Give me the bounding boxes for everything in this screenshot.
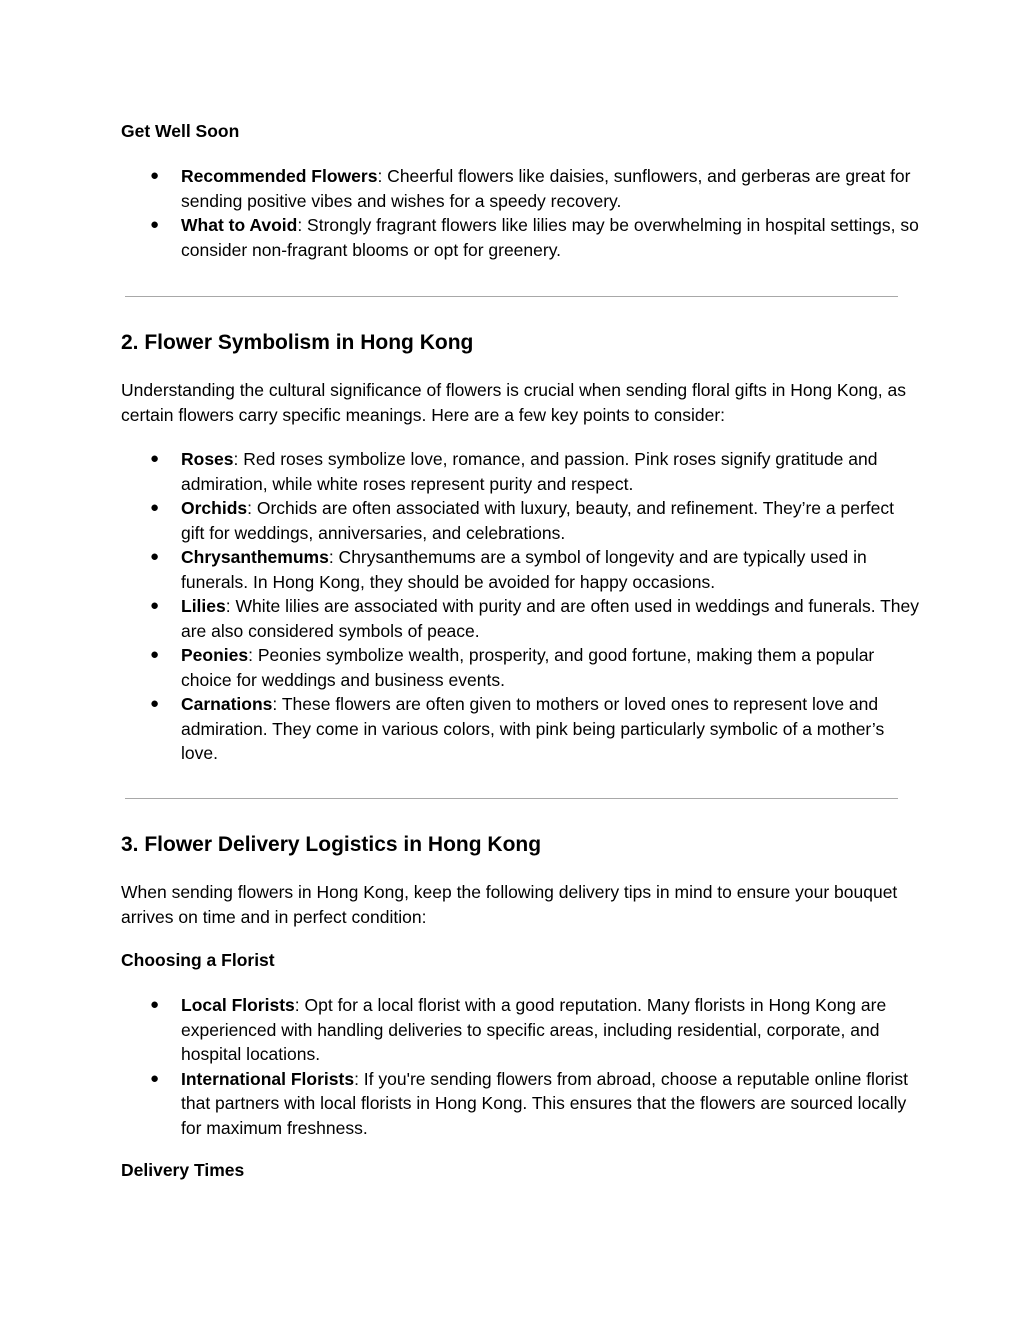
- section-3-intro: When sending flowers in Hong Kong, keep the following delivery tips in mind to ensure your bouquet arrives on time and in perfect condition:: [121, 882, 898, 927]
- item-term: International Florists: [181, 1068, 355, 1089]
- bullet-icon: ●: [150, 216, 160, 233]
- item-term: Recommended Flowers: [181, 166, 378, 186]
- section-3-heading: 3. Flower Delivery Logistics in Hong Kong: [121, 833, 542, 856]
- list-item: [121, 545, 921, 594]
- item-text: : If you're sending flowers from abroad, choose a reputable online florist that partners with local florists in Hong Kong. This ensures that the flowers are sourced locally for maximum freshness.: [181, 1068, 909, 1138]
- bullet-icon: ●: [150, 450, 160, 467]
- item-text: : White lilies are associated with purity and are often used in weddings and funerals. They are also considered symbols of peace.: [181, 596, 920, 641]
- list-item: [121, 496, 921, 545]
- list-item: [121, 594, 921, 643]
- item-text: : Strongly fragrant flowers like lilies may be overwhelming in hospital settings, so consider non-fragrant blooms or opt for greenery.: [181, 215, 919, 260]
- choosing-florist-heading: Choosing a Florist: [121, 950, 275, 970]
- list-item: [121, 692, 921, 766]
- bullet-icon: ●: [150, 499, 160, 516]
- item-term: What to Avoid: [181, 215, 298, 235]
- bullet-icon: ●: [150, 548, 160, 565]
- bullet-icon: ●: [150, 1069, 160, 1087]
- bullet-icon: ●: [150, 597, 160, 614]
- list-item: [121, 213, 921, 262]
- list-item: [121, 643, 921, 692]
- list-item: [121, 1067, 921, 1141]
- item-term: Carnations: [181, 694, 273, 714]
- get-well-soon-heading: Get Well Soon: [121, 121, 240, 141]
- item-term: Chrysanthemums: [181, 547, 329, 567]
- florist-list: [121, 993, 921, 1140]
- list-item: [121, 993, 921, 1067]
- item-term: Peonies: [181, 645, 249, 665]
- section-2-heading: 2. Flower Symbolism in Hong Kong: [121, 331, 474, 354]
- item-term: Lilies: [181, 596, 226, 616]
- get-well-soon-list: [121, 164, 921, 262]
- item-term: Orchids: [181, 498, 248, 518]
- bullet-icon: ●: [150, 646, 160, 663]
- section-2-intro: Understanding the cultural significance of flowers is crucial when sending floral gifts in Hong Kong, as certain flowers carry specific meanings. Here are a few key points to consider:: [121, 380, 907, 425]
- item-text: : Red roses symbolize love, romance, and passion. Pink roses signify gratitude and admiration, while white roses represent purity and respect.: [181, 449, 878, 494]
- list-item: [121, 447, 921, 496]
- bullet-icon: ●: [150, 996, 160, 1013]
- item-term: Roses: [181, 449, 234, 469]
- list-item: [121, 164, 921, 213]
- item-text: : These flowers are often given to mothers or loved ones to represent love and admiration. They come in various colors, with pink being particularly symbolic of a mother’s love.: [181, 694, 885, 763]
- delivery-times-heading: Delivery Times: [121, 1160, 245, 1180]
- item-text: : Orchids are often associated with luxury, beauty, and refinement. They’re a perfect gift for weddings, anniversaries, and celebrations.: [181, 498, 894, 543]
- bullet-icon: ●: [150, 695, 160, 712]
- symbolism-list: [121, 447, 921, 766]
- item-text: : Cheerful flowers like daisies, sunflowers, and gerberas are great for sending positive vibes and wishes for a speedy recovery.: [181, 166, 911, 211]
- item-term: Local Florists: [181, 995, 295, 1015]
- item-text: : Peonies symbolize wealth, prosperity, and good fortune, making them a popular choice for weddings and business events.: [181, 645, 875, 690]
- item-text: : Chrysanthemums are a symbol of longevity and are typically used in funerals. In Hong Kong, they should be avoided for happy occasions.: [181, 547, 867, 592]
- bullet-icon: ●: [150, 167, 160, 184]
- section-divider: [125, 296, 898, 297]
- section-divider: [125, 798, 898, 799]
- item-text: : Opt for a local florist with a good reputation. Many florists in Hong Kong are experienced with handling deliveries to specific areas, including residential, corporate, and hospital locations.: [181, 995, 887, 1064]
